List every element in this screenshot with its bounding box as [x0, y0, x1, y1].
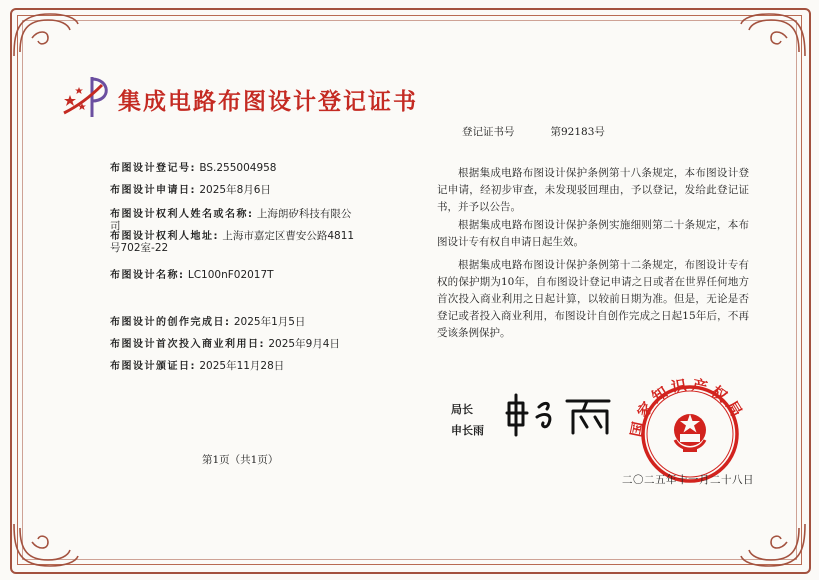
issue-date-text: 二〇二五年十一月二十八日 [622, 474, 754, 486]
paragraph-protection-term: 根据集成电路布图设计保护条例第十二条规定，布图设计专有权的保护期为10年，自布图设计登记申请之日或者在世界任何地方首次投入商业利用之日起计算，以较前日期为准。但是，无论是否登记或者投入商业利用，布图设计自创作完成之日起15年后，不再受该条例保护。 [437, 259, 749, 339]
paragraph-effective: 根据集成电路布图设计保护条例实施细则第二十条规定，本布图设计专有权自申请日起生效。 [437, 219, 749, 248]
corner-ornament-bottom-left [10, 520, 82, 572]
field-value: 2025年9月4日 [268, 338, 340, 350]
corner-ornament-top-right [737, 8, 809, 60]
field-label: 布图设计申请日: [110, 185, 196, 196]
field-commercial-use-date [110, 335, 340, 351]
field-holder-name [110, 205, 351, 221]
field-label: 布图设计首次投入商业利用日: [110, 339, 265, 350]
page-indicator: 第1页（共1页） [202, 454, 279, 466]
handwritten-signature [503, 393, 618, 438]
field-application-date [110, 181, 271, 197]
field-value: 2025年8月6日 [199, 184, 271, 196]
field-value: LC100nF02017T [187, 269, 274, 281]
signatory-name: 申长雨 [451, 424, 484, 437]
field-holder-address-continued: 号702室-22 [110, 242, 169, 254]
field-label: 布图设计颁证日: [110, 361, 196, 372]
field-value: 2025年11月28日 [199, 360, 285, 372]
field-label: 布图设计登记号: [110, 163, 196, 174]
field-value: BS.255004958 [199, 162, 277, 174]
field-label: 布图设计权利人姓名或名称: [110, 209, 254, 220]
field-holder-name-continued: 司 [110, 220, 121, 232]
certificate-title: 集成电路布图设计登记证书 [118, 89, 418, 115]
field-value: 上海市嘉定区曹安公路4811 [222, 230, 355, 242]
official-seal-icon [625, 374, 755, 484]
signatory-title: 局长 [451, 403, 473, 416]
certificate-number-label: 登记证书号 [462, 126, 515, 138]
field-layout-design-name [110, 266, 274, 281]
field-label: 布图设计名称: [110, 270, 185, 281]
certificate-number-value: 第92183号 [550, 126, 605, 138]
field-creation-date [110, 313, 305, 329]
corner-ornament-top-left [10, 8, 82, 60]
field-issue-date [110, 357, 284, 373]
svg-text:国家知识产权局: 国家知识产权局 [627, 375, 748, 439]
corner-ornament-bottom-right [737, 520, 809, 572]
field-registration-no [110, 159, 277, 174]
ip-office-logo-icon [62, 73, 114, 121]
paragraph-registration: 根据集成电路布图设计保护条例第十八条规定，本布图设计登记申请，经初步审查，未发现驳回理由，予以登记，发给此登记证书，并予以公告。 [437, 167, 749, 213]
field-label: 布图设计权利人地址: [110, 231, 219, 242]
field-value: 上海朗矽科技有限公 [256, 208, 352, 220]
field-value: 2025年1月5日 [233, 316, 306, 328]
field-label: 布图设计的创作完成日: [110, 317, 231, 328]
certificate-number [462, 124, 605, 139]
